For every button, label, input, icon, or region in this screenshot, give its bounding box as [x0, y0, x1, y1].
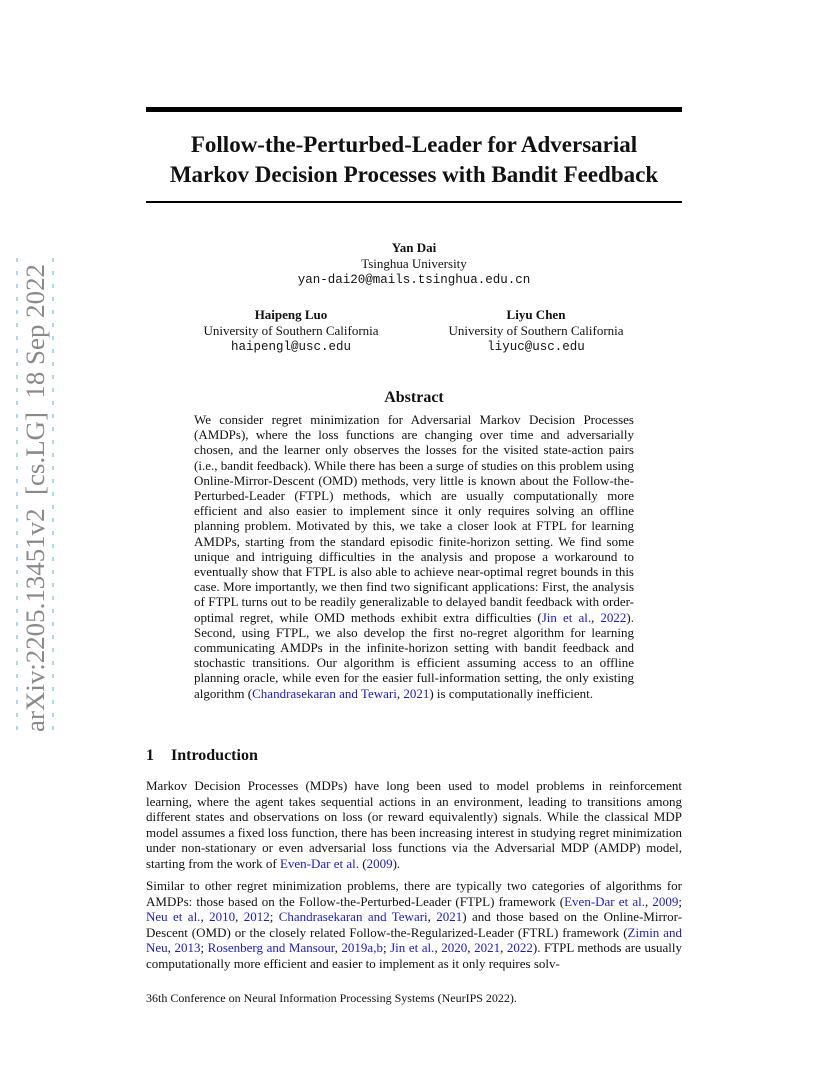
intro-paragraph: [146, 878, 682, 972]
text-run: ;: [269, 909, 279, 925]
text-run: ;: [678, 893, 682, 909]
text-run: (: [359, 855, 367, 871]
text-run: ,: [427, 909, 437, 925]
author-email[interactable]: liyuc@usc.edu: [487, 340, 585, 354]
citation-link[interactable]: Jin et al.: [541, 609, 592, 625]
citation-link[interactable]: 2022: [506, 940, 533, 956]
intro-paragraph: [146, 778, 682, 872]
citation-link[interactable]: 2010: [209, 909, 236, 925]
citation-link[interactable]: Chandrasekaran and Tewari: [252, 685, 397, 701]
text-run: ,: [434, 940, 442, 956]
citation-link[interactable]: 2013: [174, 940, 201, 956]
text-run: ,: [644, 893, 653, 909]
title-top-rule: [146, 107, 682, 112]
text-run: ,: [167, 940, 175, 956]
text-run: ,: [200, 909, 210, 925]
author-email[interactable]: yan-dai20@mails.tsinghua.edu.cn: [297, 273, 531, 287]
text-run: ). FTPL methods are usually computationally more efficient and easier to implement as it only requires solv-: [146, 940, 683, 971]
text-run: ,: [591, 609, 601, 625]
citation-link[interactable]: 2021: [403, 685, 430, 701]
citation-link[interactable]: Zimin and Neu: [146, 924, 683, 956]
title-line-1: Follow-the-Perturbed-Leader for Adversarial: [190, 132, 638, 157]
author-affiliation: Tsinghua University: [361, 256, 467, 271]
author-name: Haipeng Luo: [254, 307, 328, 322]
author-name: Liyu Chen: [506, 307, 566, 322]
text-run: ) is computationally inefficient.: [429, 685, 593, 701]
text-run: ,: [396, 685, 404, 701]
text-run: We consider regret minimization for Adversarial Markov Decision Processes (AMDPs), where the loss functions are changing over time and adversarially chosen, and the learner only observes the losses for the visited state-action pairs (i.e., bandit feedback). While there has been a surge of studies on this problem using Online-Mirror-Descent (OMD) methods, very little is known about the Follow-the-Perturbed-Leader (FTPL) methods, which are usually computationally more efficient and also easier to implement since it only requires solving an offline planning problem. Motivated by this, we take a closer look at FTPL for learning AMDPs, starting from the standard episodic finite-horizon setting. We find some unique and intriguing difficulties in the analysis and propose a workaround to eventually show that FTPL is also able to achieve near-optimal regret bounds in this case. More importantly, we then find two significant applications: First, the analysis of FTPL turns out to be readily generalizable to delayed bandit feedback with order-optimal regret, while OMD methods exhibit extra difficulties (: [194, 412, 634, 625]
text-run: ).: [392, 855, 401, 871]
abstract-heading: Abstract: [384, 389, 444, 406]
citation-link[interactable]: 2021: [436, 909, 463, 925]
citation-link[interactable]: 2009: [652, 893, 679, 909]
section-title: Introduction: [171, 747, 258, 764]
citation-link[interactable]: 2019a,b: [341, 940, 383, 956]
arxiv-margin-stamp: [16, 258, 54, 736]
text-run: ,: [235, 909, 244, 925]
title-line-2: Markov Decision Processes with Bandit Feedback: [169, 162, 659, 187]
text-run: Markov Decision Processes (MDPs) have long been used to model problems in reinforcement learning, where the agent takes sequential actions in an environment, leading to transitions among different states and observations on loss (or reward equivalently) signals. While the classical MDP model assumes a fixed loss function, there has been increasing interest in studying regret minimization under non-stationary or even adversarial loss functions via the Adversarial MDP (AMDP) model, starting from the work of: [146, 778, 682, 871]
citation-link[interactable]: Even-Dar et al.: [279, 855, 359, 871]
text-run: ;: [200, 940, 208, 956]
text-run: ). Second, using FTPL, we also develop the first no-regret algorithm for learning communicating AMDPs in the infinite-horizon setting with bandit feedback and stochastic transitions. Our algorithm is efficient assuming access to an offline planning oracle, while even for the easier full-information setting, the only existing algorithm (: [194, 609, 635, 701]
citation-link[interactable]: 2009: [366, 855, 393, 871]
title-bottom-rule: [146, 201, 682, 203]
author-affiliation: University of Southern California: [203, 323, 379, 338]
text-run: Similar to other regret minimization problems, there are typically two categories of algorithms for AMDPs: those based on the Follow-the-Perturbed-Leader (FTPL) framework (: [146, 878, 682, 909]
citation-link[interactable]: 2012: [243, 909, 270, 925]
text-run: ,: [334, 940, 342, 956]
paper-title: [146, 130, 682, 190]
author-email[interactable]: haipengl@usc.edu: [230, 340, 352, 354]
citation-link[interactable]: Jin et al.: [390, 940, 435, 956]
citation-link[interactable]: 2021: [474, 940, 501, 956]
text-run: ,: [500, 940, 507, 956]
citation-link[interactable]: Even-Dar et al.: [564, 893, 645, 909]
author-block-first: [264, 240, 564, 288]
author-name: Yan Dai: [391, 240, 437, 255]
citation-link[interactable]: 2020: [441, 940, 468, 956]
citation-link[interactable]: Chandrasekaran and Tewari: [278, 909, 428, 925]
abstract-paragraph: [194, 412, 634, 701]
author-block-second: [181, 307, 401, 355]
author-affiliation: University of Southern California: [448, 323, 624, 338]
text-run: ;: [382, 940, 391, 956]
author-block-third: [426, 307, 646, 355]
citation-link[interactable]: 2022: [600, 609, 627, 625]
abstract-body: [194, 412, 634, 701]
arxiv-identifier: arXiv:2205.13451v2 [cs.LG] 18 Sep 2022: [21, 279, 50, 732]
section-heading: [146, 747, 258, 765]
section-number: 1: [146, 747, 154, 764]
text-run: ,: [467, 940, 475, 956]
text-run: ) and those based on the Online-Mirror-Descent (OMD) or the closely related Follow-the-Regularized-Leader (FTRL) framework (: [146, 909, 683, 940]
conference-footnote: 36th Conference on Neural Information Processing Systems (NeurIPS 2022).: [146, 991, 517, 1005]
citation-link[interactable]: Rosenberg and Mansour: [207, 940, 335, 956]
citation-link[interactable]: Neu et al.: [146, 909, 201, 925]
